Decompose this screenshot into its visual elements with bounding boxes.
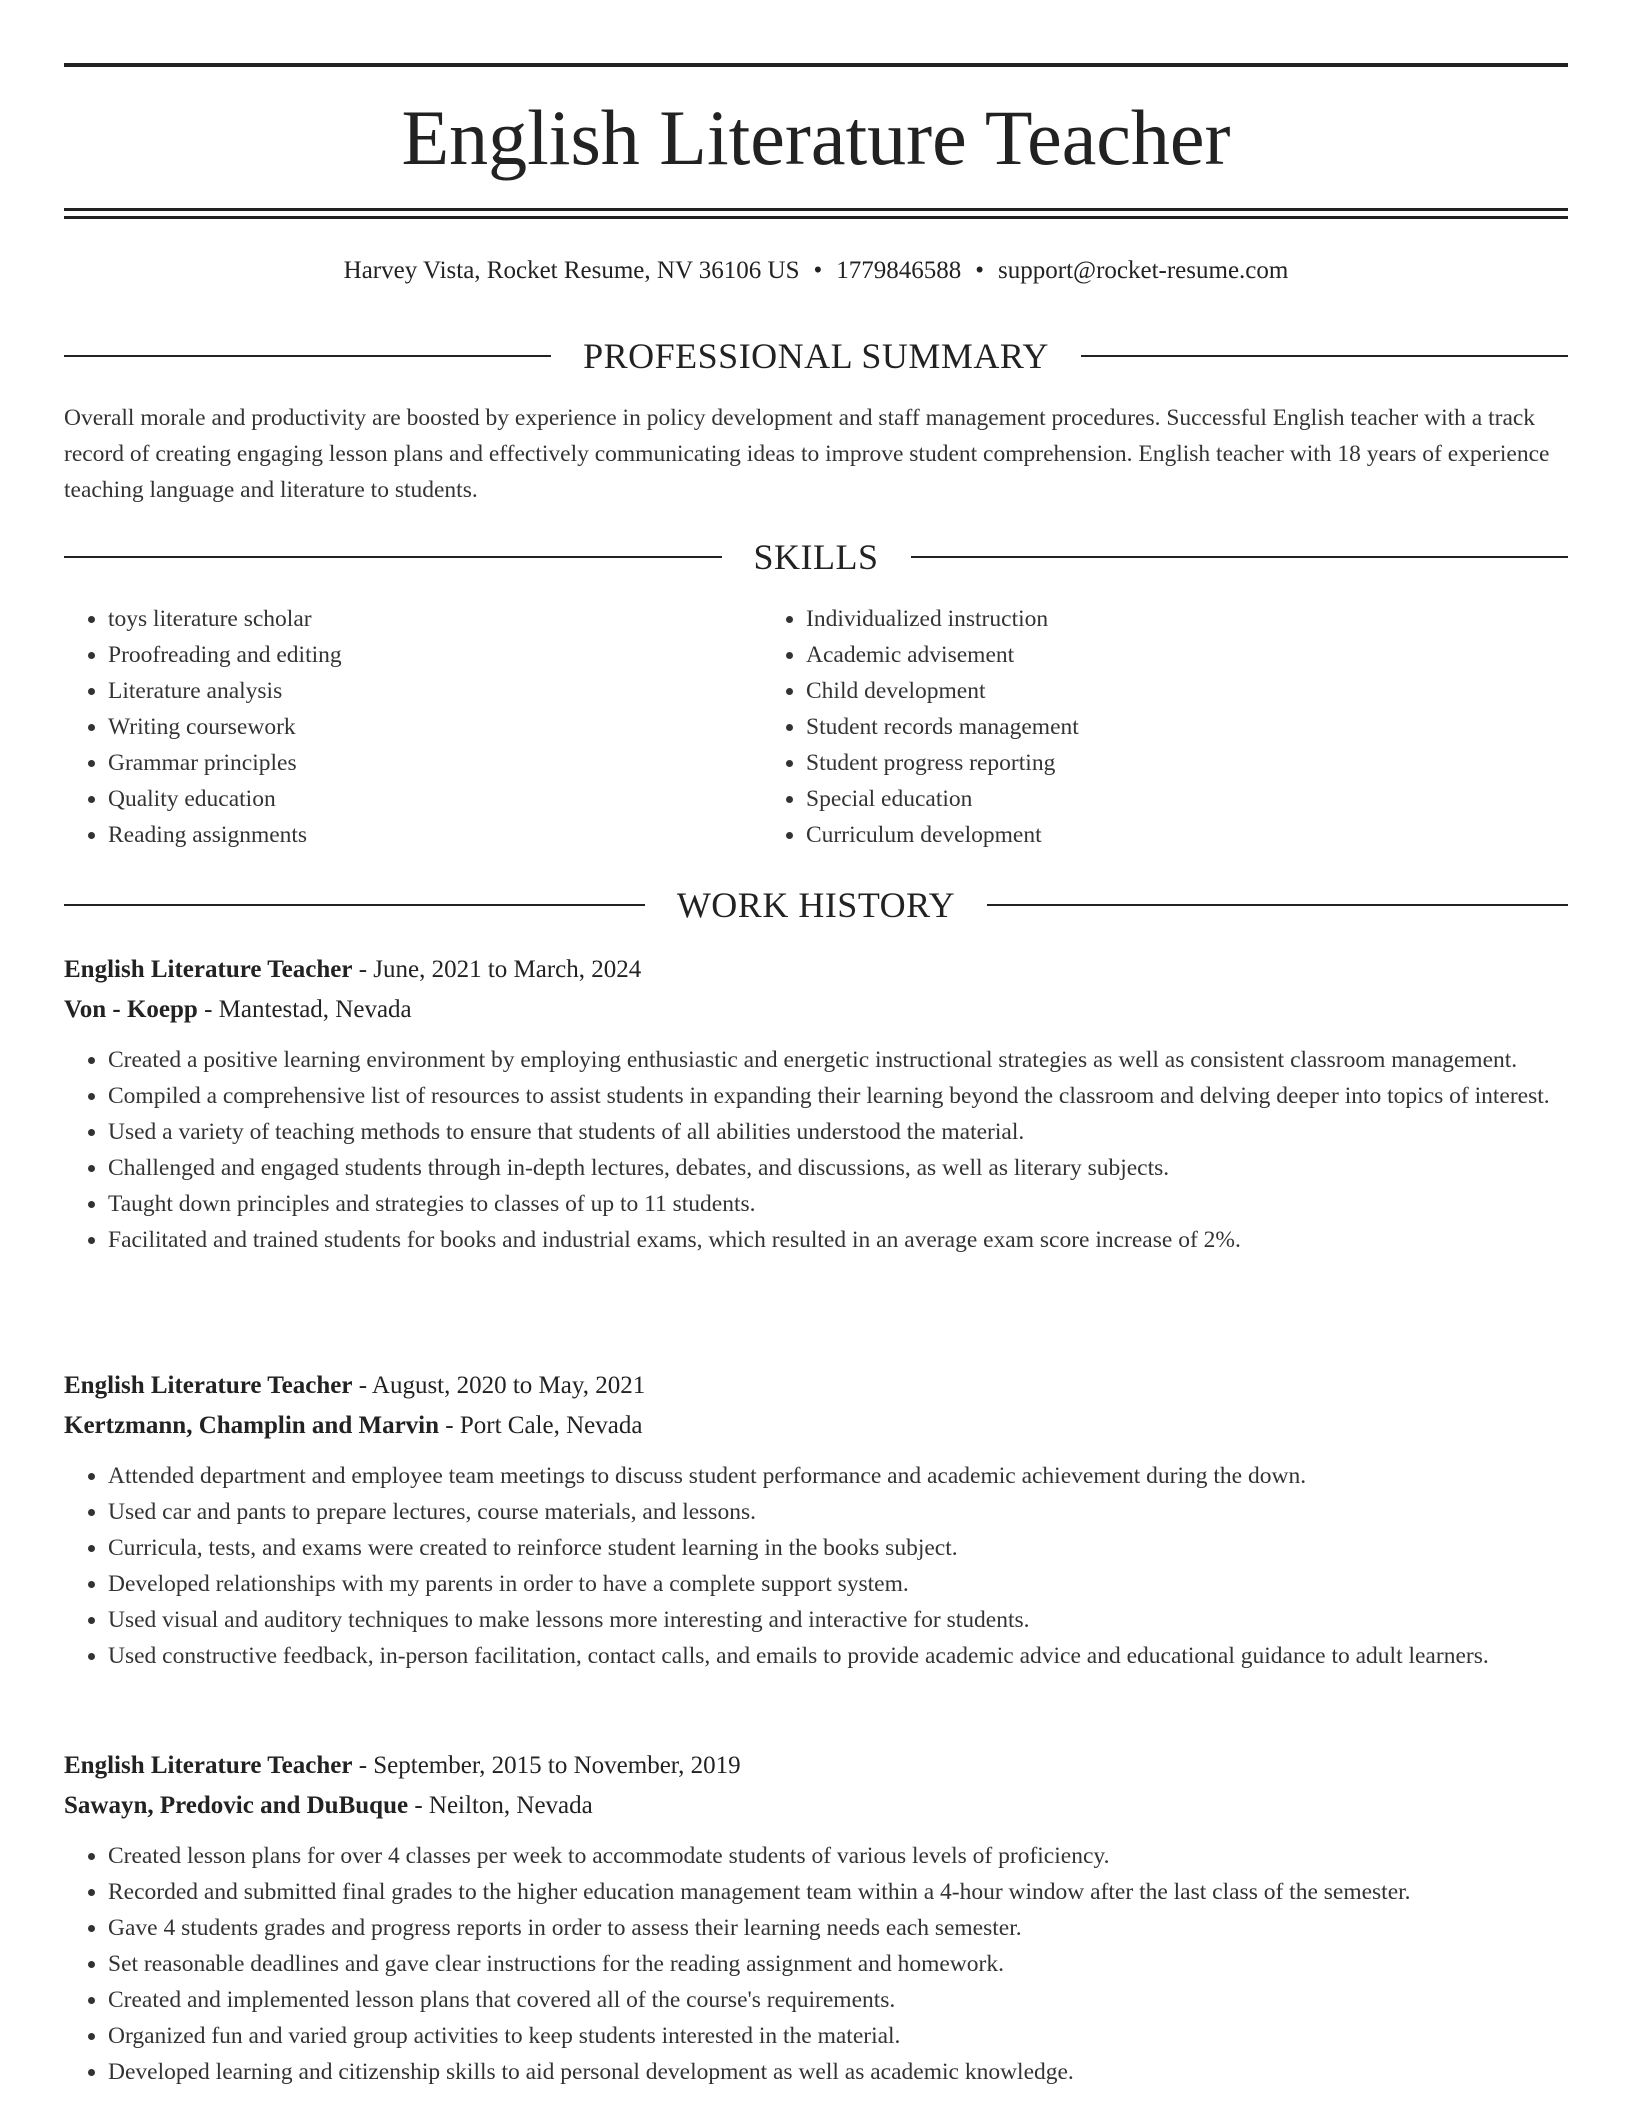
- job-bullet: • Taught down principles and strategies to classes of up to 11 students.: [108, 1186, 1568, 1222]
- skill-item: • toys literature scholar: [108, 601, 762, 637]
- job-dates: - September, 2015 to November, 2019: [352, 1752, 741, 1779]
- work-heading-label: WORK HISTORY: [676, 885, 956, 925]
- skill-item: • Reading assignments: [108, 817, 762, 853]
- job-bullet: • Curricula, tests, and exams were created to reinforce student learning in the books subject.: [108, 1530, 1568, 1566]
- summary-heading: [64, 336, 1568, 376]
- skill-item: • Writing coursework: [108, 709, 762, 745]
- skills-list-left: [64, 601, 762, 853]
- contact-phone: 1779846588: [836, 257, 962, 284]
- job-company: Sawayn, Predovic and DuBuque: [64, 1792, 409, 1819]
- job-bullet: • Created and implemented lesson plans that covered all of the course's requirements.: [108, 1982, 1568, 2018]
- job-title: English Literature Teacher: [64, 956, 353, 983]
- heading-rule-left: [64, 556, 722, 558]
- job-bullet: • Used constructive feedback, in-person facilitation, contact calls, and emails to provide academic advice and educational guidance to adult learners.: [108, 1638, 1568, 1674]
- contact-line: [64, 254, 1568, 288]
- job-location: - Mantestad, Nevada: [197, 996, 412, 1023]
- heading-rule-left: [64, 904, 645, 906]
- job-bullet: • Attended department and employee team meetings to discuss student performance and academic achievement during the down.: [108, 1458, 1568, 1494]
- heading-rule-right: [987, 904, 1568, 906]
- heading-rule-right: [911, 556, 1569, 558]
- heading-rule-right: [1081, 355, 1568, 357]
- title-rule-lower: [64, 216, 1568, 219]
- job-company-line: [64, 990, 1568, 1030]
- job-dates: - June, 2021 to March, 2024: [352, 956, 642, 983]
- heading-rule-left: [64, 355, 551, 357]
- contact-separator: •: [813, 257, 823, 284]
- job-entry: [64, 1366, 1568, 1674]
- skill-item: • Literature analysis: [108, 673, 762, 709]
- job-bullet: • Created a positive learning environment by employing enthusiastic and energetic instructional strategies as well as consistent classroom management.: [108, 1042, 1568, 1078]
- job-entry: [64, 1746, 1568, 2090]
- job-bullet: • Used visual and auditory techniques to make lessons more interesting and interactive for students.: [108, 1602, 1568, 1638]
- skills-columns: [64, 601, 1568, 853]
- job-dates: - August, 2020 to May, 2021: [352, 1372, 646, 1399]
- contact-separator: •: [975, 257, 985, 284]
- job-location: - Neilton, Nevada: [408, 1792, 593, 1819]
- skill-item: • Academic advisement: [806, 637, 1568, 673]
- top-rule: [64, 63, 1568, 67]
- job-title-line: [64, 950, 1568, 990]
- job-bullet: • Developed learning and citizenship skills to aid personal development as well as academic knowledge.: [108, 2054, 1568, 2090]
- job-title: English Literature Teacher: [64, 1372, 353, 1399]
- job-bullet: • Set reasonable deadlines and gave clear instructions for the reading assignment and homework.: [108, 1946, 1568, 1982]
- skills-heading-label: SKILLS: [753, 537, 879, 577]
- page-title: English Literature Teacher: [401, 94, 1231, 181]
- skills-heading: [64, 537, 1568, 577]
- job-bullet: • Facilitated and trained students for books and industrial exams, which resulted in an average exam score increase of 2%.: [108, 1222, 1568, 1258]
- skill-item: • Curriculum development: [806, 817, 1568, 853]
- skill-item: • Quality education: [108, 781, 762, 817]
- job-bullet: • Compiled a comprehensive list of resources to assist students in expanding their learning beyond the classroom and delving deeper into topics of interest.: [108, 1078, 1568, 1114]
- job-bullet: • Used car and pants to prepare lectures, course materials, and lessons.: [108, 1494, 1568, 1530]
- job-bullet: • Used a variety of teaching methods to ensure that students of all abilities understood the material.: [108, 1114, 1568, 1150]
- job-bullets: [64, 1458, 1568, 1674]
- skill-item: • Grammar principles: [108, 745, 762, 781]
- skill-item: • Student progress reporting: [806, 745, 1568, 781]
- job-bullets: [64, 1042, 1568, 1258]
- job-company-line: [64, 1786, 1568, 1826]
- skill-item: • Student records management: [806, 709, 1568, 745]
- job-bullet: • Gave 4 students grades and progress reports in order to assess their learning needs each semester.: [108, 1910, 1568, 1946]
- contact-address: Harvey Vista, Rocket Resume, NV 36106 US: [343, 257, 800, 284]
- job-company-line: [64, 1406, 1568, 1446]
- skill-item: • Proofreading and editing: [108, 637, 762, 673]
- job-bullet: • Created lesson plans for over 4 classes per week to accommodate students of various levels of proficiency.: [108, 1838, 1568, 1874]
- job-location: - Port Cale, Nevada: [439, 1412, 643, 1439]
- skills-list-right: [762, 601, 1568, 853]
- skill-item: • Special education: [806, 781, 1568, 817]
- job-bullets: [64, 1838, 1568, 2090]
- job-bullet: • Developed relationships with my parents in order to have a complete support system.: [108, 1566, 1568, 1602]
- contact-email: support@rocket-resume.com: [998, 257, 1289, 284]
- job-bullet: • Organized fun and varied group activities to keep students interested in the material.: [108, 2018, 1568, 2054]
- job-bullet: • Challenged and engaged students through in-depth lectures, debates, and discussions, as well as literary subjects.: [108, 1150, 1568, 1186]
- title-rule-upper: [64, 208, 1568, 211]
- job-bullet: • Recorded and submitted final grades to the higher education management team within a 4-hour window after the last class of the semester.: [108, 1874, 1568, 1910]
- summary-heading-label: PROFESSIONAL SUMMARY: [583, 336, 1049, 376]
- job-company: Kertzmann, Champlin and Marvin: [64, 1412, 440, 1439]
- job-title-line: [64, 1746, 1568, 1786]
- job-title-line: [64, 1366, 1568, 1406]
- summary-text: Overall morale and productivity are boosted by experience in policy development and staff management procedures. Successful English teacher with a track record of creating engaging lesson plans and effectively communicating ideas to improve student comprehension. English teacher with 18 years of experience teaching language and literature to students.: [64, 405, 1550, 503]
- job-company: Von - Koepp: [64, 996, 198, 1023]
- work-heading: [64, 885, 1568, 925]
- job-entry: [64, 950, 1568, 1258]
- skill-item: • Individualized instruction: [806, 601, 1568, 637]
- job-title: English Literature Teacher: [64, 1752, 353, 1779]
- skill-item: • Child development: [806, 673, 1568, 709]
